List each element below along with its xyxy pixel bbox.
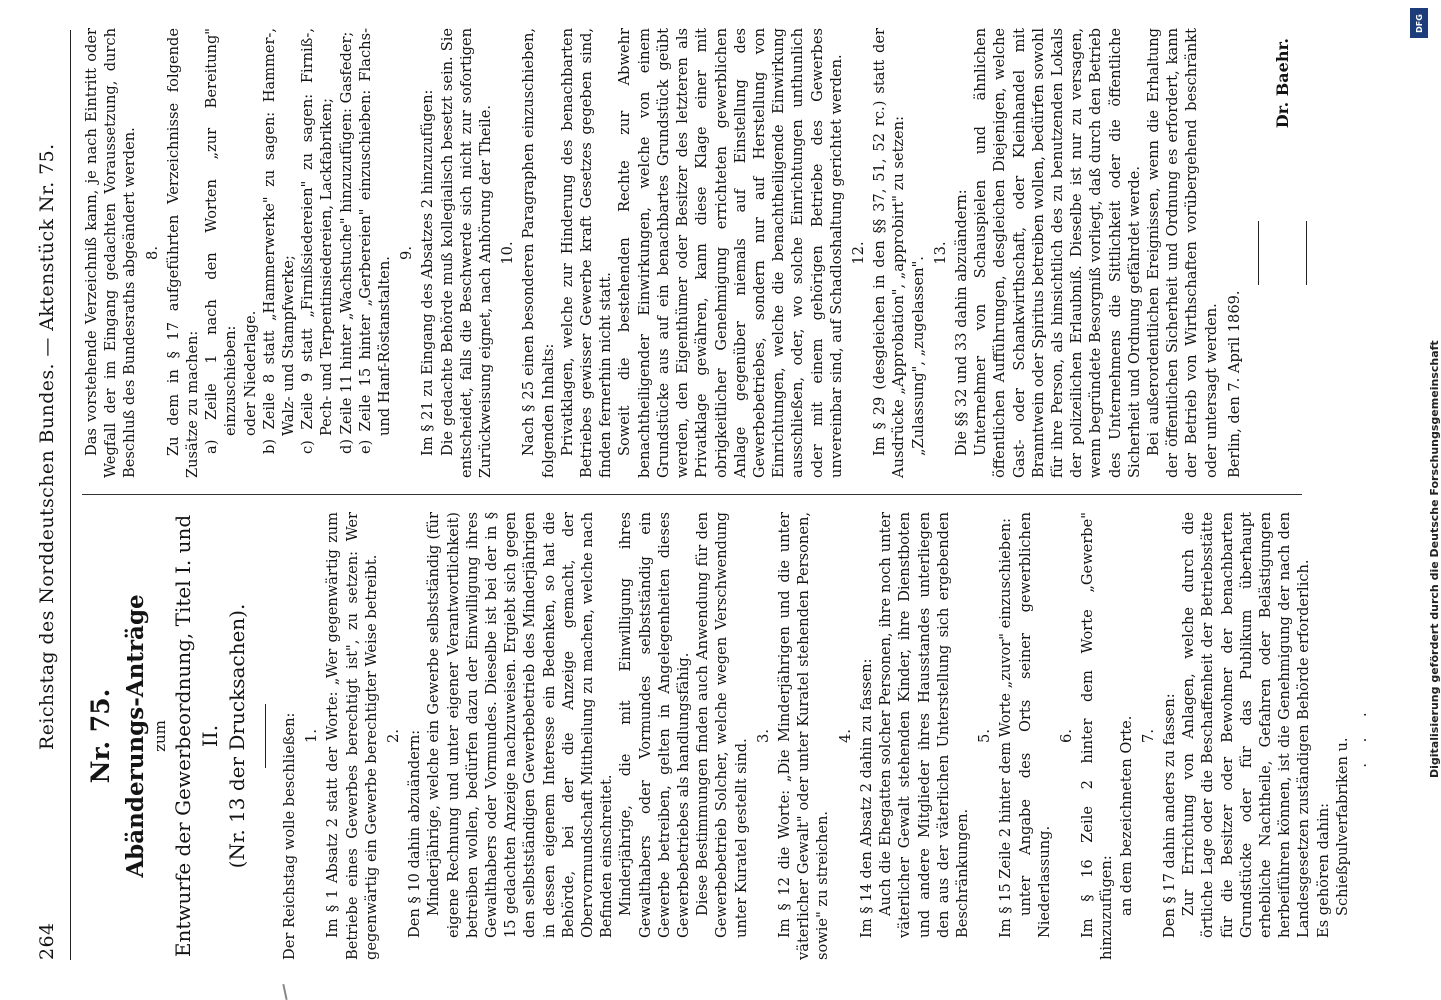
dfg-logo (1410, 8, 1428, 38)
item-7-para: Zur Errichtung von Anlagen, welche durch die örtliche Lage oder die Beschaffenheit der Betriebsstätte für die Besitzer oder Bewohner der benachbarten Grundstücke oder für das Publikum überhaupt erhebliche Nachtheile, Gefahren oder Belästigungen herbeiführen können, ist die Genehmigung der nach den Landesgesetzen zuständigen Behörde erforderlich. (1180, 512, 1313, 938)
digitization-notice: Digitalisierung gefördert durch die Deutsche Forschungsgemeinschaft (1428, 340, 1441, 778)
item-5-lead: Im § 15 Zeile 2 hinter dem Worte „zuvor" einzuschieben: (997, 517, 1015, 938)
item-number-2: 2. (385, 729, 403, 743)
signature-name: Dr. Baehr. (1272, 38, 1292, 129)
item-5-para: unter Angabe des Orts seiner gewerblichen Niederlassung. (1016, 512, 1053, 938)
item-2-para-1: Minderjährige, welche ein Gewerbe selbstständig (für eigene Rechnung und unter eigener Verantwortlichkeit) betreiben wollen, bedürfen dazu der Einwilligung ihres Gewalthabers oder Vormundes. Dieselbe ist bei der in § 15 gedachten Anzeige nachzuweisen. Ergiebt sich gegen den selbstständigen Gewerbebetrieb des Minderjährigen in dessen eigenem Interesse ein Bedenken, so hat die Behörde, bei der die Anzeige gemacht, der Obervormundschaft Mittheilung zu machen, welche nach Befinden einschreitet. (425, 512, 616, 938)
title-separator (265, 704, 266, 768)
item-number-10: 10. (499, 241, 517, 265)
item-13-para-2: Bei außerordentlichen Ereignissen, wenn die Erhaltung der öffentlichen Sicherheit und Ordnung es erfordert, kann der Betrieb von Wirthschaften vorübergehend beschränkt oder untersagt werden. (1144, 28, 1220, 478)
item-12-lead: Im § 29 (desgleichen in den §§ 37, 51, 52 rc.) statt der Ausdrücke „Approbation", „approbirt" zu setzen: (871, 28, 908, 478)
item-4-lead: Im § 14 den Absatz 2 dahin zu fassen: (857, 658, 875, 938)
item-number-12: 12. (849, 241, 867, 265)
item-7-lead: Den § 17 dahin anders zu fassen: (1160, 693, 1178, 938)
intro-text: Der Reichstag wolle beschließen: (281, 712, 298, 960)
item-10-para-1: Privatklagen, welche zur Hinderung des benachbarten Betriebes gewisser Gewerbe kraft Gesetzes gegeben sind, finden fernerhin nicht statt. (558, 28, 615, 478)
item-7-list-lead: Es gehören dahin: (1314, 802, 1332, 938)
item-7-continuation: Das vorstehende Verzeichniß kann, je nach Eintritt oder Wegfall der im Eingang gedachten Voraussetzung, durch Beschluß des Bundesraths abgeändert werden. (83, 28, 139, 478)
running-title: Reichstag des Norddeutschen Bundes. — Aktenstück Nr. 75. (36, 143, 58, 750)
page-number: 264 (36, 922, 58, 960)
header-rule (70, 30, 71, 960)
digitization-strip (1406, 0, 1441, 1000)
item-number-4: 4. (836, 729, 854, 743)
item-number-13: 13. (931, 241, 949, 265)
item-number-1: 1. (303, 729, 321, 743)
item-8-a-cont: oder Niederlage. (241, 310, 259, 436)
place-date: Berlin, den 7. April 1869. (1225, 290, 1243, 478)
item-number-7: 7. (1139, 729, 1157, 743)
item-10-para-2: Soweit die bestehenden Rechte zur Abwehr benachtheiligender Einwirkungen, welche von einem Grundstücke aus auf ein benachbartes Grundstück geübt werden, den Eigenthümer oder Besitzer des letzteren als Privatklage gewähren, kann diese Klage einer mit obrigkeitlicher Genehmigung errichteten gewerblichen Anlage gegenüber niemals auf Einstellung des Gewerbebetriebes, sondern nur auf Herstellung von Einrichtungen, welche die benachtheiligende Einwirkung ausschließen, oder, wo solche Einrichtungen unthunlich oder mit einem gehörigen Betriebe des Gewerbes unvereinbar sind, auf Schadloshaltung gerichtet werden. (616, 28, 845, 478)
title-line-2: (Nr. 13 der Drucksachen). (225, 603, 249, 869)
item-number-8: 8. (143, 246, 161, 260)
item-9-lead: Im § 21 zu Eingang des Absatzes 2 hinzuzufügen: (419, 89, 437, 456)
item-number-5: 5. (976, 729, 994, 743)
title-zum: zum (151, 720, 169, 752)
item-12-para: „Zulassung", „zugelassen". (909, 256, 927, 456)
item-1-text: Im § 1 Absatz 2 statt der Worte: „Wer gegenwärtig zum Betriebe eines Gewerbes berechtigt ist", zu setzen: Wer gegenwärtig ein Gewerbe berechtigter Weise betreibt. (324, 512, 380, 960)
item-8-e: e) Zeile 15 hinter „Gerbereien" einzuschieben: Flachs- und Hanf-Röstanstalten. (356, 28, 394, 454)
title-line-1: Entwurfe der Gewerbeordnung, Titel I. und II. (171, 514, 222, 958)
item-9-para: Die gedachte Behörde muß kollegialisch besetzt sein. Sie entscheidet, falls die Beschwerde sich nicht zur sofortigen Zurückweisung eignet, nach Anhörung der Theile. (438, 28, 495, 478)
item-number-3: 3. (754, 729, 772, 743)
item-number-6: 6. (1057, 729, 1075, 743)
page-header (30, 30, 64, 960)
column-divider (82, 494, 1302, 495)
document-title: Abänderungs-Anträge (122, 594, 149, 878)
item-8-c: c) Zeile 9 statt „Firnißsiedereien" zu sagen: Firniß-, Pech- und Terpentinsiedereien, Lackfabriken; (299, 28, 336, 454)
left-column (82, 512, 1370, 960)
item-8-lead: Zu dem in § 17 aufgeführten Verzeichnisse folgende Zusätze zu machen: (164, 28, 202, 478)
item-13-para-1: Unternehmer von Schauspielen und ähnlichen öffentlichen Aufführungen, desgleichen Diejenigen, welche Gast- oder Schankwirthschaft, oder Kleinhandel mit Branntwein oder Spiritus betreiben wollen, bedürfen sowohl für ihre Person, als hinsichtlich des zu benutzenden Lokals der polizeilichen Erlaubniß. Dieselbe ist nur zu versagen, wenn begründete Besorgniß vorliegt, daß durch den Betrieb des Unternehmens die Sittlichkeit oder die öffentliche Sicherheit und Ordnung gefährdet werde. (972, 28, 1143, 478)
item-8-a: a) Zeile 1 nach den Worten „zur Bereitung" einzuschieben: (203, 28, 240, 454)
item-6-lead: Im § 16 Zeile 2 hinter dem Worte „Gewerbe" hinzuzufügen: (1079, 512, 1116, 960)
closing-separator (1306, 221, 1307, 285)
item-13-lead: Die §§ 32 und 33 dahin abzuändern: (952, 189, 970, 456)
item-7-list-entry: Schießpulverfabriken u. (1333, 737, 1351, 916)
omission-dots: . . . (1352, 704, 1370, 768)
item-2-lead: Den § 10 dahin abzuändern: (406, 729, 424, 938)
item-8-b: b) Zeile 8 statt „Hammerwerke" zu sagen: Hammer-, Walz- und Stampfwerke; (260, 28, 298, 454)
dfg-logo-label: DFG (1414, 13, 1424, 33)
item-3-text: Im § 12 die Worte: „Die Minderjährigen und die unter väterlicher Gewalt" oder unter Kuratel stehenden Personen, sowie" zu streichen. (776, 512, 832, 960)
item-8-d: d) Zeile 11 hinter „Wachstuche" hinzuzufügen: Gasfeder; (337, 31, 355, 454)
item-4-para: Auch die Ehegatten solcher Personen, ihre noch unter väterlicher Gewalt stehenden Kinder, ihre Dienstboten und andere Mitglieder ihres Hausstandes unterliegen den aus der väterlichen Unterstellung sich ergebenden Beschränkungen. (877, 512, 971, 938)
right-column (82, 28, 1292, 478)
item-10-lead: Nach § 25 einen besonderen Paragraphen einzuschieben, folgenden Inhalts: (520, 28, 557, 478)
item-number-9: 9. (398, 246, 416, 260)
item-2-para-2: Minderjährige, die mit Einwilligung ihres Gewalthabers oder Vormundes selbstständig ein Gewerbe betreiben, gelten in Angelegenheiten dieses Gewerbebetriebes als handlungsfähig. (617, 512, 693, 938)
document-number: Nr. 75. (86, 688, 115, 784)
item-6-para: an dem bezeichneten Orte. (1117, 715, 1135, 916)
item-2-para-3: Diese Bestimmungen finden auch Anwendung für den Gewerbebetrieb Solcher, welche wegen Verschwendung unter Kuratel gestellt sind. (694, 512, 750, 938)
signature-separator (1258, 221, 1259, 285)
